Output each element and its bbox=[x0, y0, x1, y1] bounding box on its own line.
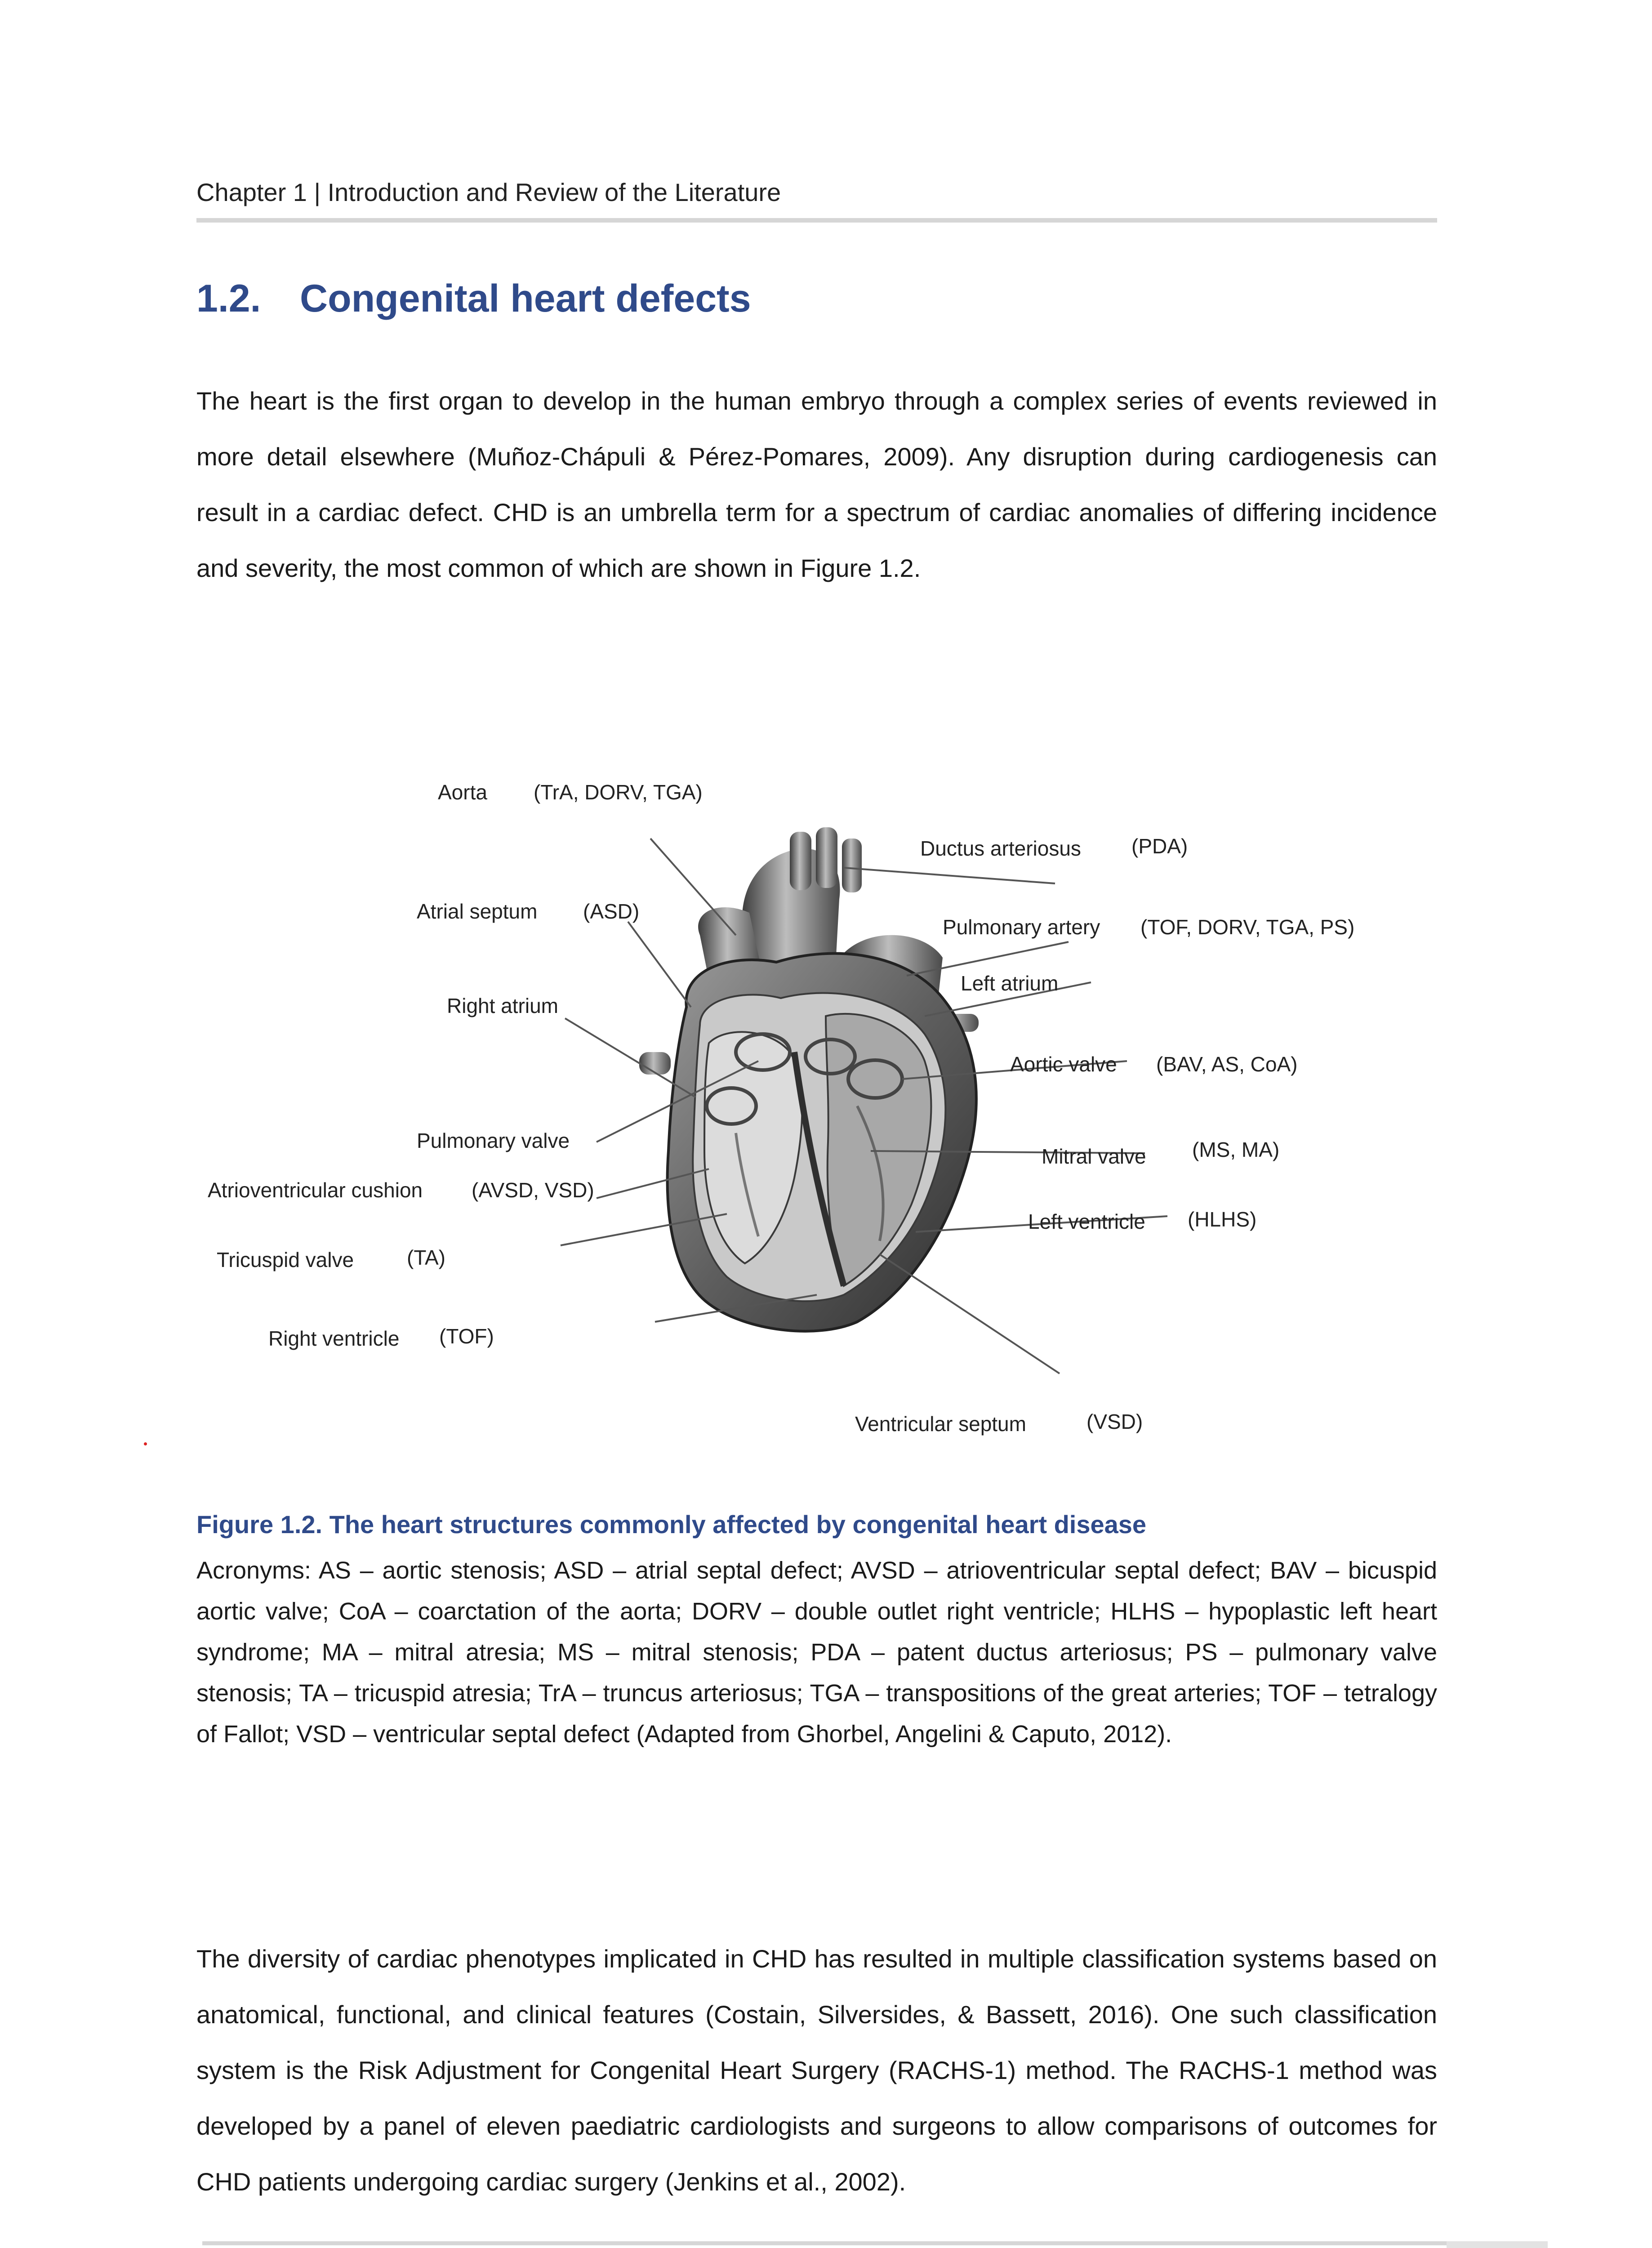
heart-illustration bbox=[196, 764, 1455, 1466]
body-paragraph-1: The heart is the first organ to develop in the human embryo through a complex series of events reviewed in more detail elsewhere (Muñoz-Chápuli & Pérez-Pomares, 2009). Any disruption during cardiogenesis can result in a cardiac defect. CHD is an umbrella term for a spectrum of cardiac anomalies of differing incidence and severity, the most common of which are shown in Figure 1.2. bbox=[196, 387, 1437, 582]
acr-ventricular-septum: (VSD) bbox=[1086, 1410, 1143, 1433]
acr-mitral-valve: (MS, MA) bbox=[1192, 1138, 1280, 1161]
acr-right-ventricle: (TOF) bbox=[439, 1325, 494, 1348]
heart-diagram bbox=[196, 764, 1455, 1466]
section-title: Congenital heart defects bbox=[300, 277, 751, 320]
label-atrioventricular-cushion: Atrioventricular cushion bbox=[208, 1178, 423, 1202]
section-heading bbox=[196, 277, 751, 321]
label-right-ventricle: Right ventricle bbox=[268, 1327, 400, 1350]
label-left-atrium: Left atrium bbox=[961, 972, 1059, 995]
page-number-box bbox=[1447, 2241, 1548, 2248]
acr-ductus-arteriosus: (PDA) bbox=[1131, 834, 1188, 858]
label-right-atrium: Right atrium bbox=[447, 994, 558, 1017]
acr-tricuspid-valve: (TA) bbox=[407, 1246, 446, 1269]
acr-atrioventricular-cushion: (AVSD, VSD) bbox=[472, 1178, 594, 1202]
acr-aorta: (TrA, DORV, TGA) bbox=[534, 781, 703, 804]
label-tricuspid-valve: Tricuspid valve bbox=[217, 1248, 354, 1271]
acr-atrial-septum: (ASD) bbox=[583, 900, 640, 923]
figure-caption: Figure 1.2. The heart structures commonly affected by congenital heart disease bbox=[196, 1510, 1147, 1539]
acr-pulmonary-artery: (TOF, DORV, TGA, PS) bbox=[1140, 915, 1355, 939]
label-left-ventricle: Left ventricle bbox=[1028, 1210, 1145, 1233]
label-pulmonary-artery: Pulmonary artery bbox=[943, 915, 1100, 939]
header-rule bbox=[196, 218, 1437, 223]
label-aortic-valve: Aortic valve bbox=[1010, 1053, 1117, 1076]
label-ductus-arteriosus: Ductus arteriosus bbox=[920, 837, 1081, 860]
label-mitral-valve: Mitral valve bbox=[1042, 1145, 1146, 1168]
label-aorta: Aorta bbox=[438, 781, 487, 804]
footer-rule bbox=[202, 2241, 1447, 2245]
running-header: Chapter 1 | Introduction and Review of the Literature bbox=[196, 178, 781, 206]
body-paragraph-2: The diversity of cardiac phenotypes implicated in CHD has resulted in multiple classification systems based on anatomical, functional, and clinical features (Costain, Silversides, & Bassett, 2016). One such classification system is the Risk Adjustment for Congenital Heart Surgery (RACHS-1) method. The RACHS-1 method was developed by a panel of eleven paediatric cardiologists and surgeons to allow comparisons of outcomes for CHD patients undergoing cardiac surgery (Jenkins et al., 2002). bbox=[196, 1945, 1437, 2196]
acr-left-ventricle: (HLHS) bbox=[1188, 1208, 1257, 1231]
acr-aortic-valve: (BAV, AS, CoA) bbox=[1156, 1053, 1298, 1076]
section-number: 1.2. bbox=[196, 277, 261, 320]
stray-red-mark bbox=[144, 1442, 147, 1445]
figure-acronyms-note: Acronyms: AS – aortic stenosis; ASD – atrial septal defect; AVSD – atrioventricular septal defect; BAV – bicuspid aortic valve; CoA – coarctation of the aorta; DORV – double outlet right ventricle; HLHS – hypoplastic left heart syndrome; MA – mitral atresia; MS – mitral stenosis; PDA – patent ductus arteriosus; PS – pulmonary valve stenosis; TA – tricuspid atresia; TrA – truncus arteriosus; TGA – transpositions of the great arteries; TOF – tetralogy of Fallot; VSD – ventricular septal defect (Adapted from Ghorbel, Angelini & Caputo, 2012). bbox=[196, 1557, 1437, 1748]
label-ventricular-septum: Ventricular septum bbox=[855, 1412, 1026, 1436]
label-pulmonary-valve: Pulmonary valve bbox=[417, 1129, 570, 1152]
label-atrial-septum: Atrial septum bbox=[417, 900, 538, 923]
